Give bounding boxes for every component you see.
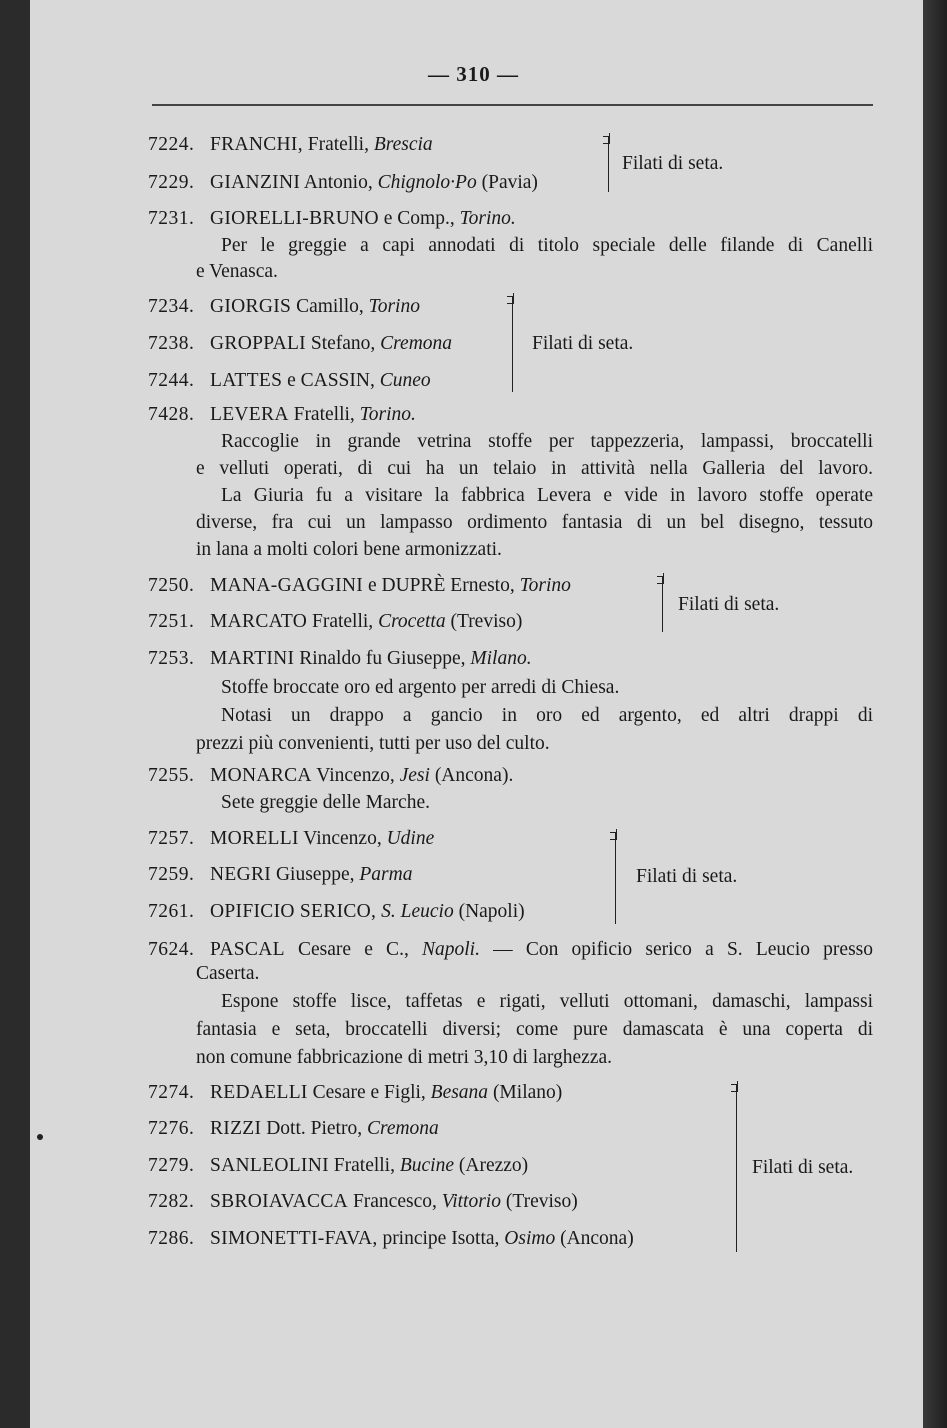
entry-name: GIORGIS [210,296,292,317]
brace [615,832,616,924]
entry-7274: 7274. REDAELLI Cesare e Figli, Besana (Milano) [148,1080,562,1106]
entry-number: 7250. [148,575,195,596]
entry-description: in lana a molti colori bene armonizzati. [196,539,502,560]
entry-place: Brescia [373,134,433,155]
entry-place: Torino [519,575,571,596]
entry-7282: 7282. SBROIAVACCA Francesco, Vittorio (Treviso) [148,1189,578,1215]
brace-label: Filati di seta. [636,866,738,887]
entry-7255: 7255. MONARCA Vincenzo, Jesi (Ancona). [148,763,513,789]
entry-7229: 7229. GIANZINI Antonio, Chignolo·Po (Pavia) [148,170,538,196]
entry-name: MARCATO [210,611,308,632]
entry-place: S. Leucio [381,901,454,922]
entry-number: 7234. [148,296,195,317]
entry-name: GROPPALI [210,333,306,354]
entry-number: 7255. [148,765,195,786]
entry-number: 7257. [148,828,195,849]
entry-place: Udine [386,828,435,849]
entry-description: non comune fabbricazione di metri 3,10 di larghezza. [196,1047,613,1068]
entry-place: Cremona [366,1118,439,1139]
entry-number: 7286. [148,1228,195,1249]
entry-number: 7224. [148,134,195,155]
entry-name: LATTES [210,370,283,391]
entry-number: 7624. [148,939,195,960]
entry-number: 7244. [148,370,195,391]
entry-description: Per le greggie a capi annodati di titolo speciale delle filande di Canelli [221,235,873,256]
entry-number: 7276. [148,1118,195,1139]
entry-description: Espone stoffe lisce, taffetas e rigati, velluti ottomani, damaschi, lampassi [221,991,873,1012]
entry-place: Torino. [359,404,416,425]
entry-place: Osimo [504,1228,556,1249]
entry-place: Crocetta [378,611,446,632]
entry-description: e velluti operati, di cui ha un telaio in attività nella Galleria del lavoro. [196,458,873,479]
entry-description: e Venasca. [196,261,278,282]
entry-place: Cremona [380,333,453,354]
entry-description: Stoffe broccate oro ed argento per arredi di Chiesa. [221,677,620,698]
entry-number: 7251. [148,611,195,632]
entry-place: Parma [359,864,413,885]
entry-place: Torino [368,296,420,317]
entry-7428: 7428. LEVERA Fratelli, Torino. [148,402,416,428]
entry-place: Milano. [470,648,532,669]
entry-name: REDAELLI [210,1082,308,1103]
entry-name: FRANCHI, [210,134,303,155]
entry-7244: 7244. LATTES e CASSIN, Cuneo [148,368,431,394]
entry-7238: 7238. GROPPALI Stefano, Cremona [148,331,452,357]
entry-name: MORELLI [210,828,299,849]
entry-number: 7261. [148,901,195,922]
entry-7279: 7279. SANLEOLINI Fratelli, Bucine (Arezzo) [148,1153,528,1179]
entry-place: Cuneo [379,370,431,391]
entry-name: SANLEOLINI [210,1155,329,1176]
header-rule [152,104,873,106]
entry-description: diverse, fra cui un lampasso ordimento fantasia di un bel disegno, tessuto [196,512,873,533]
entry-place: Jesi [399,765,430,786]
entry-number: 7238. [148,333,195,354]
entry-place: Vittorio [441,1191,501,1212]
entry-name: MONARCA [210,765,312,786]
entry-7261: 7261. OPIFICIO SERICO, S. Leucio (Napoli) [148,899,525,925]
brace [512,296,513,392]
entry-name: OPIFICIO SERICO, [210,901,377,922]
entry-number: 7231. [148,208,195,229]
entry-name: MARTINI [210,648,295,669]
entry-7257: 7257. MORELLI Vincenzo, Udine [148,826,434,852]
entry-name: PASCAL [210,939,285,960]
entry-name: SBROIAVACCA [210,1191,349,1212]
entry-description: fantasia e seta, broccatelli diversi; come pure damascata è una coperta di [196,1019,873,1040]
entry-description: Raccoglie in grande vetrina stoffe per tappezzeria, lampassi, broccatelli [221,431,873,452]
entry-description: La Giuria fu a visitare la fabbrica Levera e vide in lavoro stoffe operate [221,485,873,506]
brace-label: Filati di seta. [532,333,634,354]
entry-7286: 7286. SIMONETTI-FAVA, principe Isotta, Osimo (Ancona) [148,1226,634,1252]
entry-7234: 7234. GIORGIS Camillo, Torino [148,294,420,320]
entry-name: MANA-GAGGINI [210,575,364,596]
entry-place: Bucine [399,1155,454,1176]
entry-name: RIZZI [210,1118,262,1139]
margin-dot [37,1134,43,1140]
entry-name: SIMONETTI-FAVA, [210,1228,378,1249]
page-number: — 310 — [428,62,519,86]
entry-number: 7253. [148,648,195,669]
entry-number: 7274. [148,1082,195,1103]
entry-7250: 7250. MANA-GAGGINI e DUPRÈ Ernesto, Torino [148,573,571,599]
entry-continuation: Caserta. [196,963,260,984]
entry-name: GIANZINI [210,172,301,193]
entry-name: NEGRI [210,864,272,885]
brace-label: Filati di seta. [622,153,724,174]
brace [662,576,663,632]
entry-place: Besana [430,1082,489,1103]
entry-7231: 7231. GIORELLI-BRUNO e Comp., Torino. [148,206,516,232]
entry-7224: 7224. FRANCHI, Fratelli, Brescia [148,132,433,158]
brace [608,136,609,192]
entry-description: Sete greggie delle Marche. [221,792,430,813]
brace [736,1084,737,1252]
entry-description: Notasi un drappo a gancio in oro ed argento, ed altri drappi di [221,705,873,726]
brace-label: Filati di seta. [752,1157,854,1178]
entry-7259: 7259. NEGRI Giuseppe, Parma [148,862,412,888]
entry-number: 7282. [148,1191,195,1212]
entry-7276: 7276. RIZZI Dott. Pietro, Cremona [148,1116,439,1142]
entry-place: Torino. [459,208,516,229]
entry-place: Napoli. [422,939,480,960]
entry-7251: 7251. MARCATO Fratelli, Crocetta (Treviso) [148,609,522,635]
entry-7624: 7624. PASCAL Cesare e C., Napoli. — Con opificio serico a S. Leucio presso [148,937,873,963]
entry-name: GIORELLI-BRUNO [210,208,379,229]
entry-number: 7259. [148,864,195,885]
entry-description: prezzi più convenienti, tutti per uso del culto. [196,733,550,754]
entry-number: 7428. [148,404,195,425]
entry-7253: 7253. MARTINI Rinaldo fu Giuseppe, Milano. [148,646,532,672]
entry-number: 7229. [148,172,195,193]
entry-place: Chignolo·Po [377,172,477,193]
scan-edge [923,0,947,1428]
entry-number: 7279. [148,1155,195,1176]
entry-name: LEVERA [210,404,289,425]
brace-label: Filati di seta. [678,594,780,615]
